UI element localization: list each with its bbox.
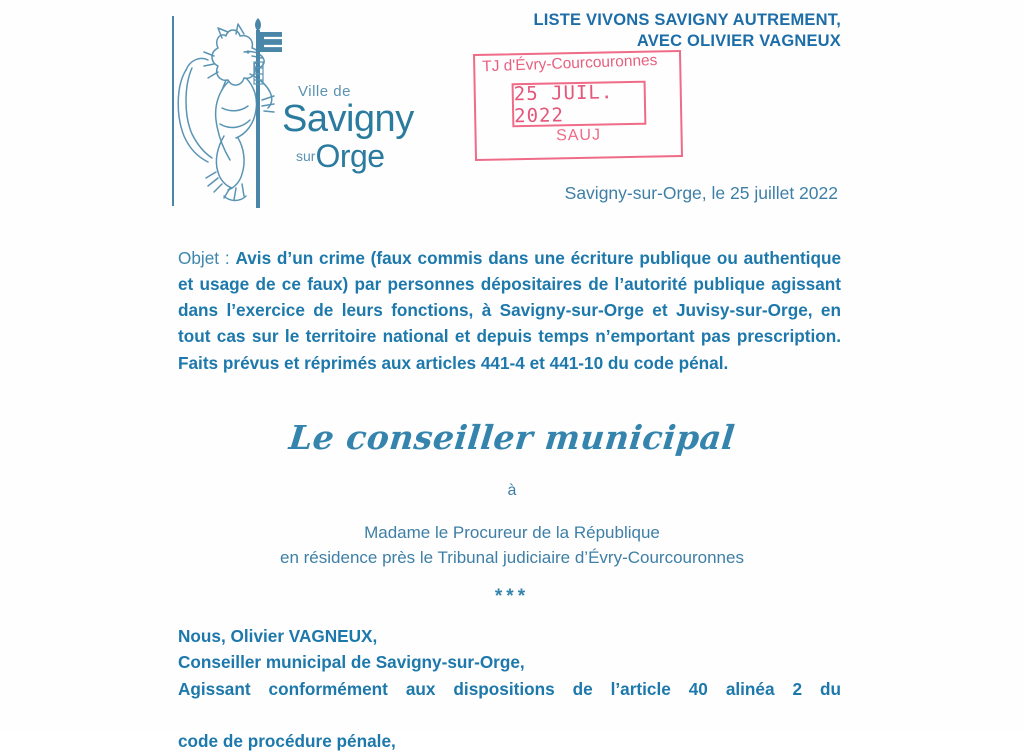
wordmark-savigny: Savigny <box>282 98 414 140</box>
signature-title: Le conseiller municipal <box>287 418 737 457</box>
closing-line3: Agissant conformément aux dispositions de l’article 40 alinéa 2 du <box>178 678 841 699</box>
closing-line2: Conseiller municipal de Savigny-sur-Orge, <box>178 652 525 673</box>
subject-label: Objet : <box>178 248 236 268</box>
addressee-line2: en résidence près le Tribunal judiciaire d’Évry-Courcouronnes <box>280 547 744 567</box>
wordmark-ville-de: Ville de <box>298 83 351 100</box>
closing-block <box>178 623 841 755</box>
court-reception-stamp <box>473 50 683 161</box>
wordmark-sur: sur <box>296 148 316 164</box>
addressee-block <box>0 521 1024 570</box>
party-header-line2: AVEC OLIVIER VAGNEUX <box>636 32 841 51</box>
addressee-preposition: à <box>507 482 517 499</box>
wordmark-sur-orge <box>296 140 412 172</box>
stamp-date-box <box>512 81 647 128</box>
party-list-header <box>241 10 841 52</box>
subject-text: Avis d’un crime (faux commis dans une écriture publique ou authentique et usage de ce faux) par personnes dépositaires de l’autorité publique agissant dans l’exercice de leurs fonctions, à Savigny-sur-Orge et Juvisy-sur-Orge, en tout cas sur le territoire national et depuis temps n’emportant pas prescription. Faits prévus et réprimés aux articles 441-4 et 441-10 du code pénal. <box>178 248 842 373</box>
subject-paragraph <box>178 245 841 376</box>
closing-line4: code de procédure pénale, <box>178 731 396 752</box>
place-and-date: Savigny-sur-Orge, le 25 juillet 2022 <box>564 183 838 203</box>
city-wordmark <box>282 84 412 172</box>
party-header-line1: LISTE VIVONS SAVIGNY AUTREMENT, <box>533 11 841 29</box>
stamp-date: 25 JUIL. 2022 <box>513 81 614 128</box>
section-separator: *** <box>494 586 530 607</box>
closing-line1: Nous, Olivier VAGNEUX, <box>178 626 378 646</box>
addressee-line1: Madame le Procureur de la République <box>364 523 660 542</box>
stamp-court-name: TJ d'Évry-Courcouronnes <box>481 51 658 76</box>
wordmark-orge: Orge <box>315 138 385 174</box>
stamp-service-code: SAUJ <box>555 126 602 145</box>
